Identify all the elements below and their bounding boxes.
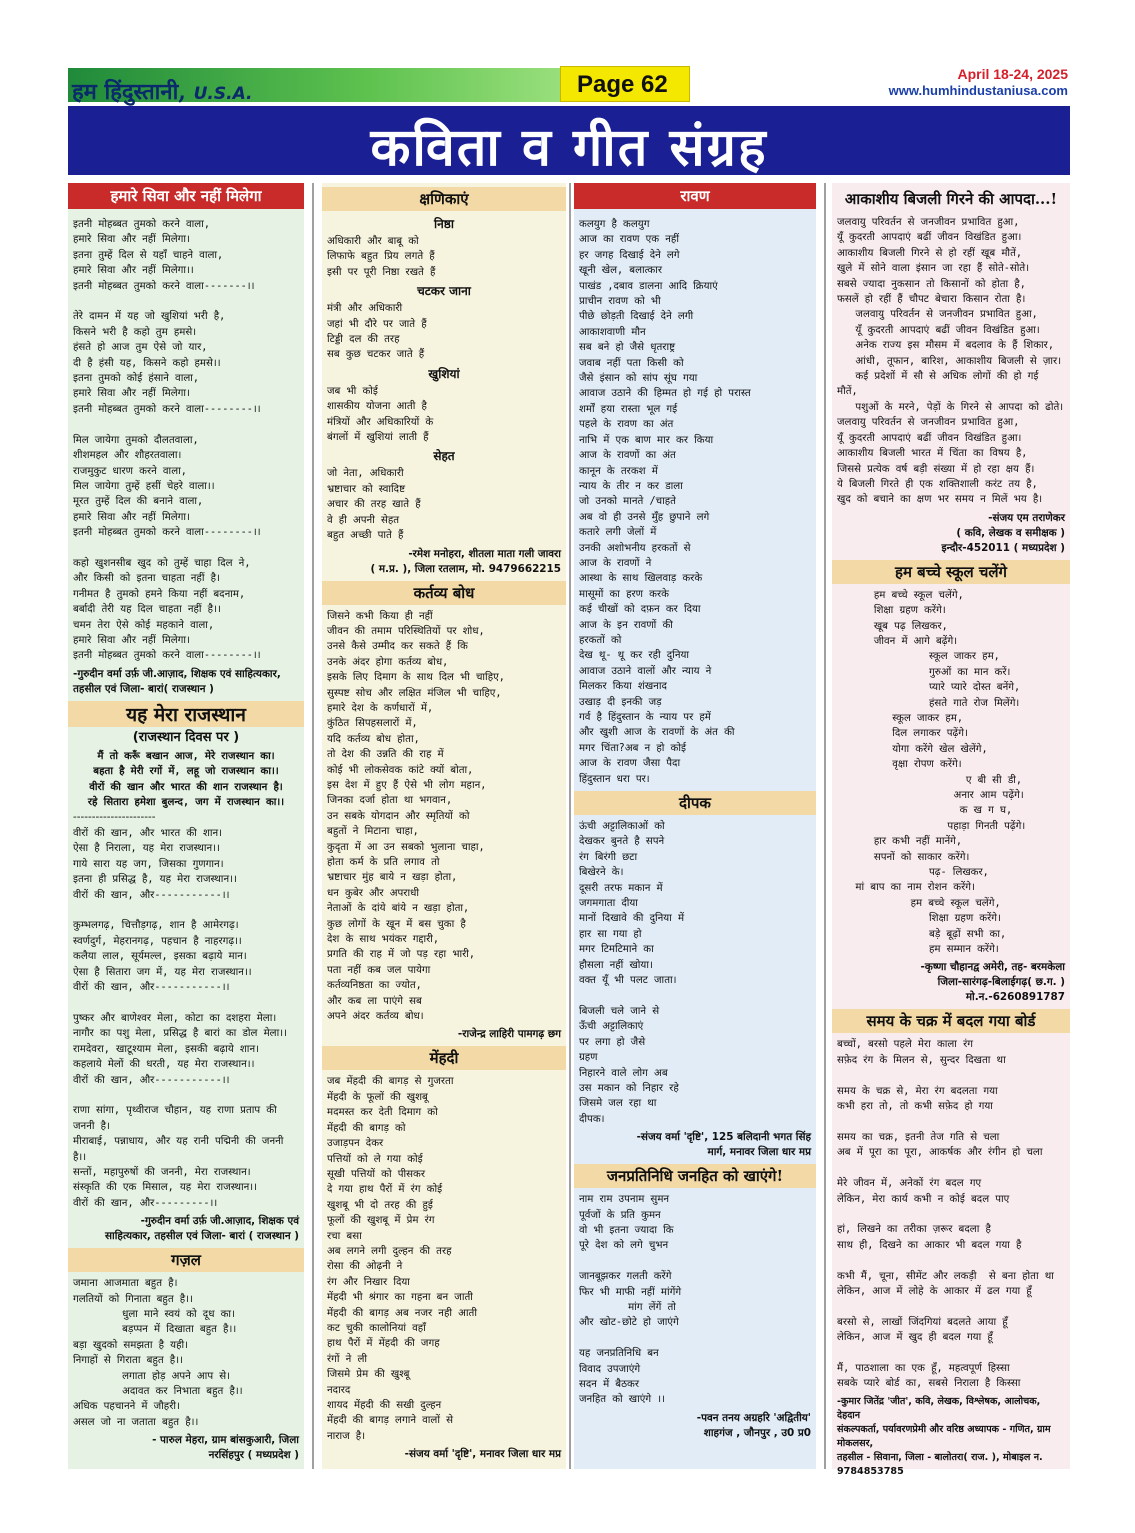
poem-title: दीपक xyxy=(574,791,816,815)
poem-subtitle: खुशियां xyxy=(428,366,460,381)
poem-body: जिसने कभी किया ही नहीं जीवन की तमाम परिस्थितियों पर शोध, उनसे कैसे उम्मीद कर सकते हैं कि उनके अंदर होगा कर्तव्य बोध, इसके लिए दिमाग के साथ दिल भी चाहिए, सुस्पष्ट सोच और लक्षित मंजिल भी चाहिए, हमारे देश के कर्णधारों में, कुंठित सिपहसलारों में, यदि कर्तव्य बोध होता, तो देश की उन्नति की राह में कोई भी लोकसेवक कांटे क्यों बोता, इस देश में हुए हैं ऐसे भी लोग महान, जिनका दर्जा होता था भगवान, उन सबके योगदान और स्मृतियों को बहुतों ने मिटाना चाहा, कुदृता में आ उन सबको भुलाना चाहा, होता कर्म के प्रति लगाव तो भ्रष्टाचार मुंह बाये न खड़ा होता, धन कुबेर और अपराधी नेताओं के दांये बांये न खड़ा होता, कुछ लोगों के खून में बस चुका है देश के साथ भयंकर गद्दारी, प्रगति की राह में जो पड़ रहा भारी, पता नहीं कब जल पायेगा कर्तव्यनिष्ठता का ज्योत, और कब ला पाएंगे सब अपने अंदर कर्तव्य बोध। xyxy=(327,610,505,1023)
poem-body: जमाना आजमाता बहुत है। गलतियों को गिनाता बहुत है।। धुला माने स्वयं को दूध का। बड़प्पन में दिखाता बहुत है।। बड़ा खुदको समझता है यही। निगाहों से गिराता बहुत है।। लगाता होड़ अपने आप से। अदावत कर निभाता बहुत है।। अधिक पहचानने में जौहरी। असल जो ना जताता बहुत है।। xyxy=(73,1278,243,1428)
poem-body: जो नेता, अधिकारी भ्रष्टाचार को स्वादिष्ट अचार की तरह खाते हैं वे ही अपनी सेहत बहुत अच्छी पाते हैं xyxy=(327,468,421,542)
poem-body: जब मेंहदी की बागड़ से गुजरता मेंहदी के फूलों की खुशबू मदमस्त कर देती दिमाग को मेंहदी की बागड़ को उजाड़पन देकर पत्तियों को ले गया कोई सूखी पत्तियों को पीसकर दे गया हाथ पैरों में रंग कोई खुशबू भी दो तरह की हुई फूलों की खुशबू में प्रेम रंग रचा बसा अब लगने लगी दुल्हन की तरह रोसा की ओढ़नी ने रंग और निखार दिया मेंहदी भी श्रंगार का गहना बन जाती मेंहदी की बागड़ अब नजर नही आती कट चुकी कालोनियां वहाँ हाथ पैरों में मेंहदी की जगह रंगों ने ली जिसमे प्रेम की खुश्बू नदारद शायद मेंहदी की सखी दुल्हन मेंहदी की बागड़ लगाने वालों से नाराज है। xyxy=(327,1076,477,1442)
brand-suffix: U.S.A. xyxy=(193,84,253,104)
column-separator xyxy=(824,183,826,1469)
column-2 xyxy=(322,183,566,1469)
poem-title: कर्तव्य बोध xyxy=(322,581,566,605)
section-banner xyxy=(68,106,1070,178)
poem-body: जलवायु परिवर्तन से जनजीवन प्रभावित हुआ, यूँ कुदरती आपदाएं बढीं जीवन विखंडित हुआ। आकाशीय बिजली गिरने से हो रहीं खूब मौतें, खुले में सोने वाला इंसान जा रहा हैं सोते-सोते। सबसे ज्यादा नुकसान तो किसानों को होता है, फसलें हो रहीं हैं चौपट बेचारा किसान रोता है। जलवायु परिवर्तन से जनजीवन प्रभावित हुआ, यूँ कुदरती आपदाएं बढीं जीवन विखंडित हुआ। अनेक राज्य इस मौसम में बदलाव के हैं शिकार, आंधी, तूफान, बारिश, आकाशीय बिजली से ज़ार। कई प्रदेशों में सौ से अधिक लोगों की हो गई मौतें, पशुओं के मरने, पेड़ों के गिरने से आपदा को ढोते। जलवायु परिवर्तन से जनजीवन प्रभावित हुआ, यूँ कुदरती आपदाएं बढीं जीवन विखंडित हुआ। आकाशीय बिजली भारत में चिंता का विषय है, जिससे प्रत्येक वर्ष बड़ी संख्या में हो रहा क्षय हैं। ये बिजली गिरते ही एक शक्तिशाली करंट तय है, खुद को बचाने का क्षण भर समय न मिलें भय है। xyxy=(837,217,1064,506)
poem-credit: -रमेश मनोहरा, शीतला माता गली जावरा ( म.प्र. ), जिला रतलाम, मो. 9479662215 xyxy=(370,547,561,575)
poem-credit: - पारुल मेहरा, ग्राम बांसकुआरी, जिला नरसिंहपुर ( मध्यप्रदेश ) xyxy=(152,1434,299,1462)
poem-credit: -गुरुदीन वर्मा उर्फ़ जी.आज़ाद, शिक्षक एवं साहित्यकार, तहसील एवं जिला- बारां( राजस्थान ) xyxy=(73,667,281,695)
poem-body: इतनी मोहब्बत तुमको करने वाला, हमारे सिवा और नहीं मिलेगा। इतना तुम्हें दिल से यहाँ चाहने वाला, हमारे सिवा और नहीं मिलेगा।। इतनी मोहब्बत तुमको करने वाला-------।। तेरे दामन में यह जो खुशियां भरी है, किसने भरी है कहो तुम हमसे। हंसते हो आज तुम ऐसे जो यार, दी है हंसी यह, किसने कहो हमसे।। इतना तुमको कोई हंसाने वाला, हमारे सिवा और नहीं मिलेगा। इतनी मोहब्बत तुमको करने वाला--------।। मिल जायेगा तुमको दौलतवाला, शीशमहल और शौहरतवाला। राजमुकुट धारण करने वाला, मिल जायेगा तुम्हें हसीं चेहरे वाला।। मूरत तुम्हें दिल की बनाने वाला, हमारे सिवा और नहीं मिलेगा। इतनी मोहब्बत तुमको करने वाला--------।। कहो खुशनसीब खुद को तुम्हें चाहा दिल ने, और किसी को इतना चाहता नहीं है। गनीमत है तुमको हमने किया नहीं बदनाम, बर्बादी तेरी यह दिल चाहता नहीं है।। चमन तेरा ऐसे कोई महकाने वाला, हमारे सिवा और नहीं मिलेगा। इतनी मोहब्बत तुमको करने वाला--------।। xyxy=(73,219,261,662)
column-1 xyxy=(68,183,304,1469)
poem-credit: -संजय एम तराणेकर ( कवि, लेखक व समीक्षक ) इन्दौर-452011 ( मध्यप्रदेश ) xyxy=(941,511,1065,554)
poem-credit: -पवन तनय अग्रहरि 'अद्वितीय' शाहगंज , जौनपुर , उ0 प्र0 xyxy=(696,1411,811,1439)
poem-title: क्षणिकाएं xyxy=(322,187,566,211)
poem-subtitle: सेहत xyxy=(433,449,455,464)
issue-date: April 18-24, 2025 xyxy=(957,66,1068,82)
poem-body: बच्चों, बरसो पहले मेरा काला रंग सफ़ेद रंग के मिलन से, सुन्दर दिखता था समय के चक्र से, मेरा रंग बदलता गया कभी हरा तो, तो कभी सफ़ेद हो गया समय का चक्र, इतनी तेज गति से चला अब में पूरा का पूरा, आकर्षक और रंगीन हो चला मेरे जीवन में, अनेकों रंग बदल गए लेकिन, मेरा कार्य कभी न कोई बदल पाए हां, लिखने का तरीका ज़रूर बदला है साथ ही, दिखने का आकार भी बदल गया है कभी मैं, चूना, सीमेंट और लकड़ी से बना होता था लेकिन, आज में लोहे के आकार में ढल गया हूँ बरसो से, लाखों जिंदगियां बदलते आया हूँ लेकिन, आज में खुद ही बदल गया हूँ मैं, पाठशाला का एक हूँ, महत्वपूर्ण हिस्सा सबके प्यारे बोर्ड का, सबसे निराला है किस्सा xyxy=(837,1039,1054,1390)
divider: ---------------------- xyxy=(73,811,156,824)
poem-title: गज़ल xyxy=(68,1248,304,1272)
website-url[interactable]: www.humhindustaniusa.com xyxy=(888,83,1068,98)
poem-credit: -कुमार जितेंद्र 'जीत', कवि, लेखक, विश्लेषक, आलोचक, देहदान संकल्पकर्ता, पर्यावरणप्रेमी और वरिष्ठ अध्यापक - गणित, ग्राम मोकलसर, तहसील - सिवाना, जिला - बालोतरा( राज. ), मोबाइल न. 9784853785 xyxy=(837,1395,1051,1477)
column-4 xyxy=(832,183,1070,1477)
poem-body: जब भी कोई शासकीय योजना आती है मंत्रियों और अधिकारियों के बंगलों में खुशियां लाती हैं xyxy=(327,385,434,444)
poem-body: ऊंची अट्टालिकाओं को देखकर बुनते है सपने रंग बिरंगी छटा बिखेरने के। दूसरी तरफ मकान में जगमगाता दीया मानों दिखावे की दुनिया में हार सा गया हो मगर टिमटिमाने का हौसला नहीं खोया। वक्त यूँ भी पलट जाता। बिजली चले जाने से ऊँची अट्टालिकाएं पर लगा हो जैसे ग्रहण निहारने वाले लोग अब उस मकान को निहार रहे जिसमे जल रहा था दीपक। xyxy=(579,821,685,1125)
poem-body: हम बच्चे स्कूल चलेंगे, शिक्षा ग्रहण करेंगे। खूब पढ़ लिखकर, जीवन में आगे बढ़ेंगे। स्कूल जाकर हम, गुरुओं का मान करें। प्यारे प्यारे दोस्त बनेंगे, हंसते गाते रोज मिलेंगे। स्कूल जाकर हम, दिल लगाकर पढ़ेंगे। योगा करेंगे खेल खेलेंगे, वृक्षा रोपण करेंगे। ए बी सी डी, अनार आम पढ़ेंगे। क ख ग घ, पहाड़ा गिनती पढ़ेंगे। हार कभी नहीं मानेंगे, सपनों को साकार करेंगे। पढ़- लिखकर, मां बाप का नाम रोशन करेंगे। हम बच्चे स्कूल चलेंगे, शिक्षा ग्रहण करेंगे। बड़े बूढ़ों सभी का, हम सम्मान करेंगे। xyxy=(855,589,1026,956)
poem-title: समय के चक्र में बदल गया बोर्ड xyxy=(832,1009,1070,1033)
poem-subtitle: निष्ठा xyxy=(434,217,454,231)
poem-credit: -राजेन्द्र लाहिरी पामगढ़ छग xyxy=(457,1028,561,1041)
brand-title: हम हिंदुस्तानी, xyxy=(72,79,186,105)
page-number: Page 62 xyxy=(577,71,668,98)
masthead xyxy=(68,62,1070,105)
poem-credit: -गुरुदीन वर्मा उर्फ़ जी.आज़ाद, शिक्षक एवं साहित्यकार, तहसील एवं जिला- बारां ( राजस्थान ) xyxy=(105,1215,299,1243)
poem-body: कलयुग है कलयुग आज का रावण एक नहीं हर जगह दिखाई देने लगे खूनी खेल, बलात्कार पाखंड ,दबाव डालना आदि क्रियाएं प्राचीन रावण को भी पीछे छोड़ती दिखाई देने लगी आकाशवाणी मौन सब बने हो जैसे धृतराष्ट्र जवाब नहीं पता किसी को जैसे इंसान को सांप सूंघ गया आवाज उठाने की हिम्मत हो गई हो परास्त शर्मों हया रास्ता भूल गई पहले के रावण का अंत नाभि में एक बाण मार कर किया आज के रावणों का अंत कानून के तरकश में न्याय के तीर न कर डाला जो उनको मानते /चाहते अब वो ही उनसे मुँह छुपाने लगे कतारे लगी जेलों में उनकी अशोभनीय हरकतों से आज के रावणों ने आस्था के साथ खिलवाड़ करके मासूमों का हरण करके कई चीखों को दफ़न कर दिया आज के इन रावणों की हरकतों को देख थू- थू कर रही दुनिया आवाज उठाने वालों और न्याय ने मिलकर किया शंखनाद उखाड़ दी इनकी जड़ गर्व है हिंदुस्तान के न्याय पर हमें और खुशी आज के रावणों के अंत की मगर चिंता?अब न हो कोई आज के रावण जैसा पैदा हिंदुस्तान धरा पर। xyxy=(579,219,751,785)
poem-credit: -कृष्णा चौहानद्व अमेरी, तह- बरमकेला जिला-सारंगढ़-बिलाईगढ़( छ.ग. ) मो.न.-6260891787 xyxy=(920,961,1065,1004)
poem-credit: -संजय वर्मा 'दृष्टि', मनावर जिला धार मप्र xyxy=(404,1448,561,1461)
poem-subtitle: (राजस्थान दिवस पर ) xyxy=(132,729,240,745)
poem-subtitle: चटकर जाना xyxy=(417,284,471,299)
brand-band xyxy=(68,68,568,105)
brand-name xyxy=(72,76,253,106)
page-number-box xyxy=(560,66,690,102)
section-title: कविता व गीत संग्रह xyxy=(370,118,768,178)
poem-title: हमारे सिवा और नहीं मिलेगा xyxy=(68,183,304,209)
poem-title: रावण xyxy=(574,183,816,209)
poem-body: नाम राम उपनाम सुमन पूर्वजों के प्रति कुमन वो भी इतना ज्यादा कि पूरे देश को लगे चुभन जानबूझकर गलती करेंगे फिर भी माफी नहीं मांगेंगे मांग लेंगें तो और खोट-छोटे हो जाएंगे यह जनप्रतिनिधि बन विवाद उपजाएंगे सदन में बैठकर जनहित को खाएंगे ।। xyxy=(579,1194,682,1406)
column-3 xyxy=(574,183,816,1469)
poem-credit: -संजय वर्मा 'दृष्टि', 125 बलिदानी भगत सिंह मार्ग, मनावर जिला धार मप्र xyxy=(636,1131,811,1159)
poem-title: जनप्रतिनिधि जनहित को खाएंगे! xyxy=(574,1164,816,1188)
poem-title: यह मेरा राजस्थान xyxy=(68,701,304,727)
poem-refrain: मैं तो करूँ बखान आज, मेरे राजस्थान का। बहता है मेरी रगों में, लहू जो राजस्थान का।। वीरों की खान और भारत की शान राजस्थान है। रहे सितारा हमेशा बुलन्द, जग में राजस्थान का।। xyxy=(87,750,285,808)
poem-body: वीरों की खान, और भारत की शान। ऐसा है निराला, यह मेरा राजस्थान।। गाये सारा यह जग, जिसका गुणगान। इतना ही प्रसिद्ध है, यह मेरा राजस्थान।। वीरों की खान, और-----------।। कुम्भलगढ़, चित्तौड़गढ़, शान है आमेरगढ़। स्वर्णदुर्ग, मेहरानगढ़, पहचान है नाहरगढ़।। कलैया लाल, सूर्यमल्ल, इसका बढ़ाये मान। ऐसा है सितारा जग में, यह मेरा राजस्थान।। वीरों की खान, और-----------।। पुष्कर और बाणेश्वर मेला, कोटा का दशहरा मेला। नागौर का पशु मेला, प्रसिद्ध है बारां का डोल मेला।। रामदेवरा, खाटूश्याम मेला, इसकी बढ़ाये शान। कहलाये मेलों की धरती, यह मेरा राजस्थान।। वीरों की खान, और-----------।। राणा सांगा, पृथ्वीराज चौहान, यह राणा प्रताप की जननी है। मीराबाई, पन्नाधाय, और यह रानी पद्मिनी की जननी है।। सन्तों, महापुरुषों की जननी, मेरा राजस्थान। संस्कृति की एक मिसाल, यह मेरा राजस्थान।। वीरों की खान, और---------।। xyxy=(73,828,287,1209)
poem-title: हम बच्चे स्कूल चलेंगे xyxy=(832,560,1070,584)
poem-body: मंत्री और अधिकारी जहां भी दौरे पर जाते हैं टिड्डी दल की तरह सब कुछ चटकर जाते हैं xyxy=(327,303,427,361)
poem-title: आकाशीय बिजली गिरने की आपदा...! xyxy=(832,187,1070,211)
column-separator xyxy=(569,183,571,1469)
poem-title: मेंहदी xyxy=(322,1046,566,1070)
column-separator xyxy=(312,183,314,1469)
poem-body: अधिकारी और बाबू को लिफाफे बहुत प्रिय लगते हैं इसी पर पूरी निष्ठा रखते हैं xyxy=(327,236,436,278)
